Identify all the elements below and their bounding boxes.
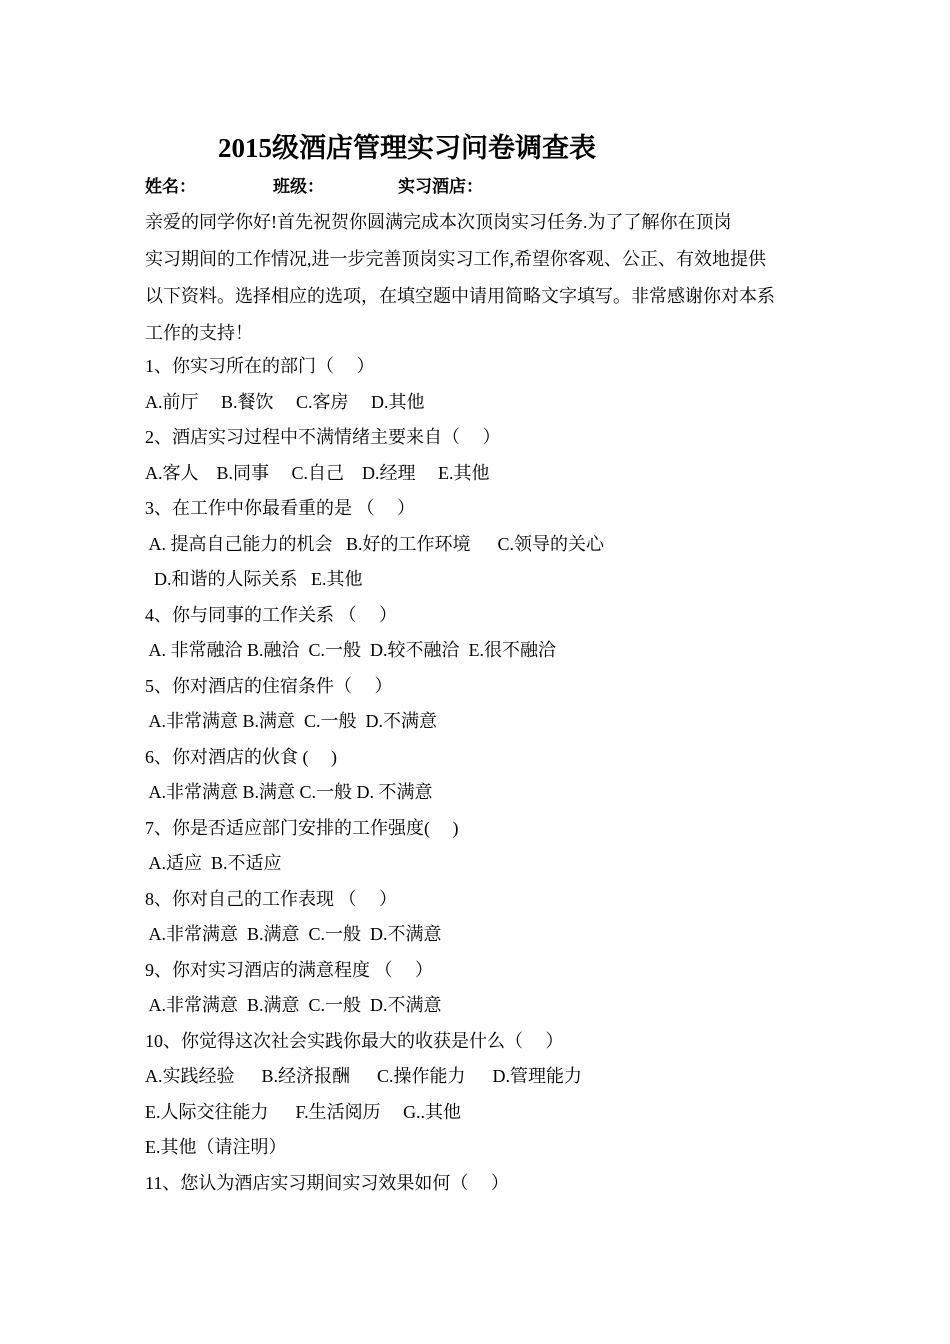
intro-line: 以下资料。选择相应的选项，在填空题中请用简略文字填写。非常感谢你对本系 <box>145 286 775 306</box>
question-11: 11、您认为酒店实习期间实习效果如何（ ） <box>145 1172 509 1193</box>
hotel-label: 实习酒店： <box>398 177 483 196</box>
question-10: 10、你觉得这次社会实践你最大的收获是什么（ ） <box>145 1030 564 1051</box>
options-1: A.前厅 B.餐饮 C.客房 D.其他 <box>145 391 425 412</box>
question-1: 1、你实习所在的部门（ ） <box>145 356 375 376</box>
intro-line: 实习期间的工作情况,进一步完善顶岗实习工作,希望你客观、公正、有效地提供 <box>145 249 766 269</box>
question-3: 3、在工作中你最看重的是 （ ） <box>145 498 415 518</box>
class-label: 班级： <box>273 177 324 196</box>
options-10a: A.实践经验 B.经济报酬 C.操作能力 D.管理能力 <box>145 1066 583 1086</box>
options-10c: E.其他（请注明） <box>145 1137 287 1157</box>
question-2: 2、酒店实习过程中不满情绪主要来自（ ） <box>145 427 501 447</box>
question-8: 8、你对自己的工作表现 （ ） <box>145 888 397 909</box>
question-5: 5、你对酒店的住宿条件（ ） <box>145 675 393 696</box>
options-6: A.非常满意 B.满意 C.一般 D. 不满意 <box>145 782 433 802</box>
question-7: 7、你是否适应部门安排的工作强度( ) <box>145 817 459 838</box>
question-list <box>145 349 817 1201</box>
options-9: A.非常满意 B.满意 C.一般 D.不满意 <box>145 995 442 1015</box>
intro-line: 亲爱的同学你好!首先祝贺你圆满完成本次顶岗实习任务.为了了解你在顶岗 <box>145 212 732 232</box>
options-3a: A. 提高自己能力的机会 B.好的工作环境 C.领导的关心 <box>145 533 605 554</box>
options-5: A.非常满意 B.满意 C.一般 D.不满意 <box>145 711 438 731</box>
intro-paragraph <box>145 204 817 352</box>
name-label: 姓名： <box>145 177 196 196</box>
question-9: 9、你对实习酒店的满意程度 （ ） <box>145 959 433 980</box>
intro-line: 工作的支持！ <box>145 323 253 343</box>
options-3b: D.和谐的人际关系 E.其他 <box>145 569 363 589</box>
options-7: A.适应 B.不适应 <box>145 853 282 873</box>
question-4: 4、你与同事的工作关系 （ ） <box>145 604 397 625</box>
options-4: A. 非常融洽 B.融洽 C.一般 D.较不融洽 E.很不融洽 <box>145 640 557 660</box>
options-8: A.非常满意 B.满意 C.一般 D.不满意 <box>145 924 442 944</box>
document-title: 2015级酒店管理实习问卷调查表 <box>218 133 596 163</box>
options-2: A.客人 B.同事 C.自己 D.经理 E.其他 <box>145 462 490 483</box>
options-10b: E.人际交往能力 F.生活阅历 G..其他 <box>145 1101 462 1122</box>
question-6: 6、你对酒店的伙食 ( ) <box>145 746 337 767</box>
